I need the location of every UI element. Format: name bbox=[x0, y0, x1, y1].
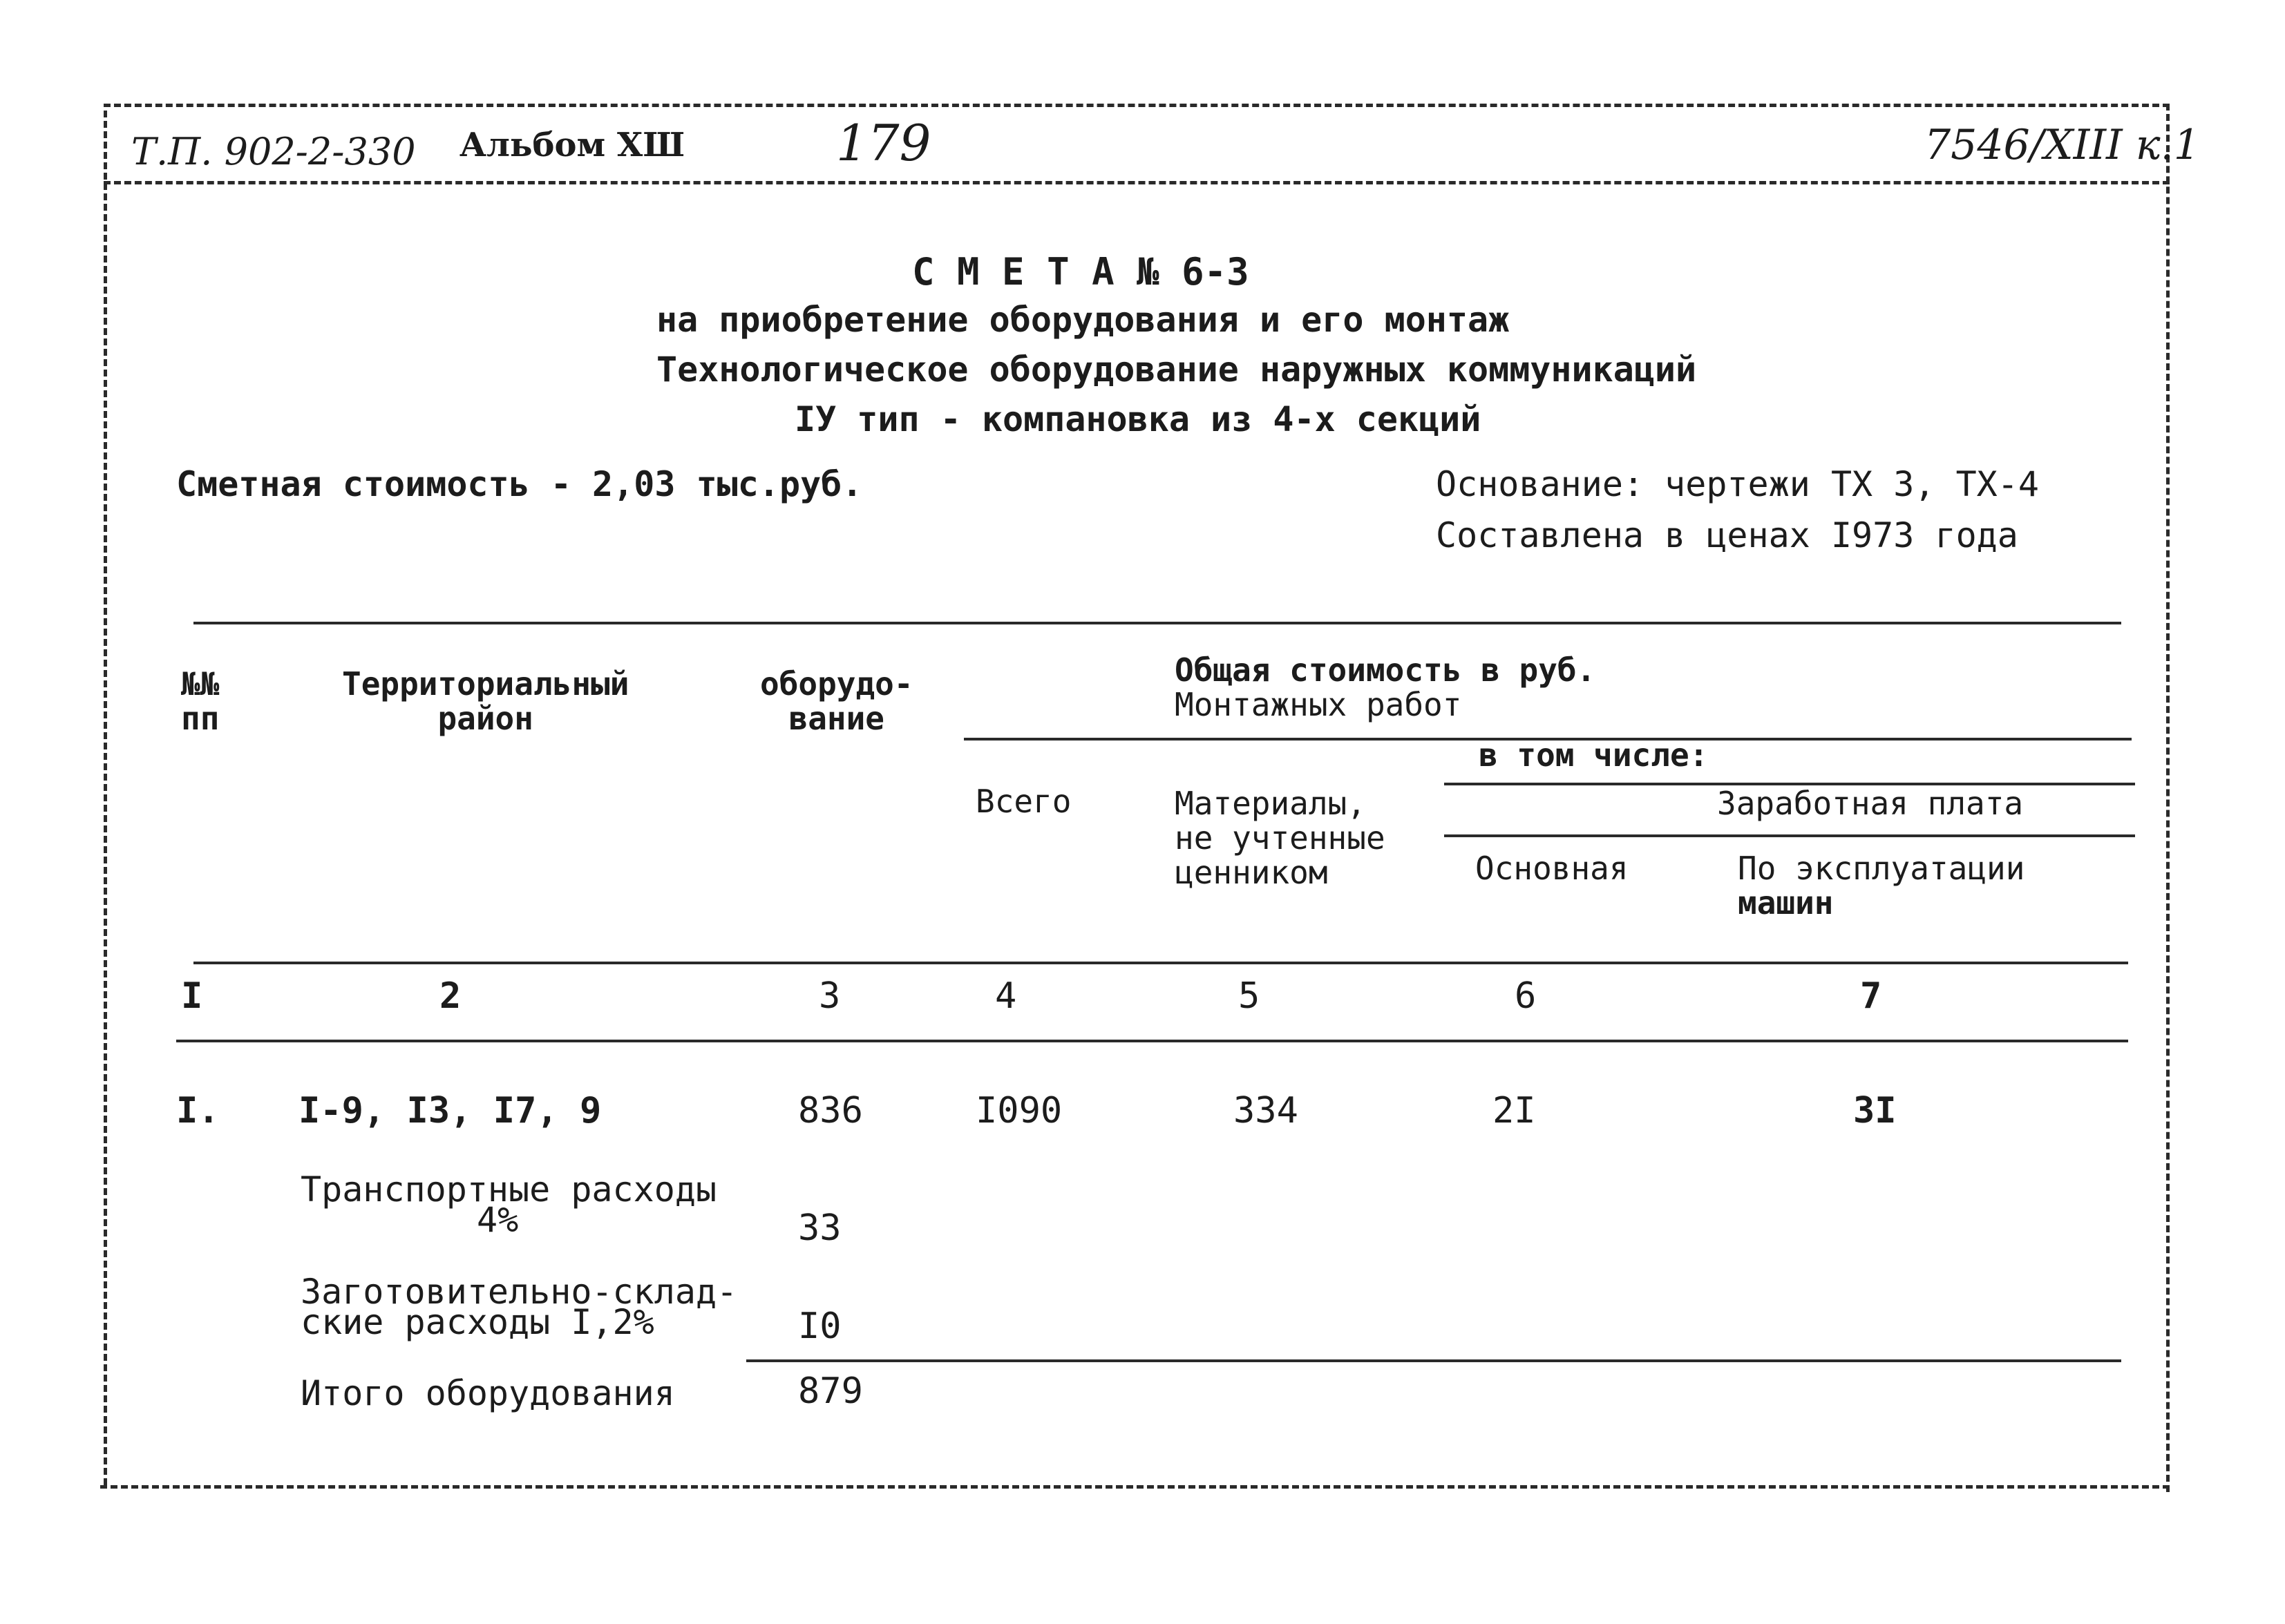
column-number-7: 7 bbox=[1860, 975, 1882, 1017]
transport-costs-label: Транспортные расходы 4% bbox=[301, 1169, 717, 1240]
row-equipment-cost: 836 bbox=[798, 1090, 863, 1131]
equipment-total-value: 879 bbox=[798, 1370, 863, 1412]
header-equipment: оборудо- вание bbox=[760, 665, 913, 737]
doc-code: Т.П. 902-2-330 bbox=[131, 130, 416, 173]
column-number-1: I bbox=[181, 975, 203, 1017]
estimate-title: С М Е Т А № 6-3 bbox=[912, 250, 1249, 294]
header-all: Всего bbox=[976, 783, 1072, 820]
row-region: I-9, I3, I7, 9 bbox=[298, 1090, 602, 1131]
estimate-subject: Технологическое оборудование наружных коммуникаций bbox=[656, 350, 1697, 390]
row-materials: 334 bbox=[1233, 1090, 1298, 1131]
column-number-6: 6 bbox=[1515, 975, 1537, 1017]
wages-rule bbox=[1444, 834, 2135, 837]
frame-bottom-border bbox=[100, 1485, 2170, 1489]
transport-costs-value: 33 bbox=[798, 1207, 842, 1249]
column-number-3: 3 bbox=[819, 975, 841, 1017]
header-basic: Основная bbox=[1475, 850, 1629, 887]
estimate-subtitle: на приобретение оборудования и его монтаж bbox=[656, 300, 1510, 340]
table-top-rule bbox=[193, 622, 2121, 624]
column-number-2: 2 bbox=[439, 975, 462, 1017]
header-total-cost: Общая стоимость в руб. Монтажных работ bbox=[1175, 651, 1596, 723]
header-strip-separator bbox=[104, 181, 2170, 184]
row-machine-wages: 3I bbox=[1853, 1090, 1897, 1131]
frame-left-border bbox=[104, 111, 107, 1485]
header-materials: Материалы, не учтенные ценником bbox=[1175, 785, 1385, 891]
price-level: Составлена в ценах I973 года bbox=[1436, 515, 2018, 555]
header-machines: По эксплуатации машин bbox=[1738, 850, 2025, 921]
row-number: I. bbox=[176, 1090, 220, 1131]
album-label: Альбом ХШ bbox=[459, 126, 685, 164]
header-region: Территориальный район bbox=[342, 665, 629, 737]
header-including: в том числе: bbox=[1479, 736, 1709, 774]
procurement-costs-label: Заготовительно-склад- ские расходы I,2% bbox=[301, 1272, 738, 1342]
row-basic-wages: 2I bbox=[1492, 1090, 1536, 1131]
archive-code: 7546/XIII к.1 bbox=[1924, 121, 2200, 169]
estimated-cost: Сметная стоимость - 2,03 тыс.руб. bbox=[176, 464, 863, 504]
column-number-4: 4 bbox=[995, 975, 1017, 1017]
header-no: №№ пп bbox=[181, 665, 220, 737]
equipment-total-label: Итого оборудования bbox=[301, 1373, 675, 1413]
basis-drawings: Основание: чертежи ТХ 3, ТХ-4 bbox=[1436, 464, 2039, 504]
frame-right-border bbox=[2166, 104, 2170, 1492]
frame-top-border bbox=[104, 104, 2170, 107]
estimate-variant: IУ тип - компановка из 4-х секций bbox=[795, 399, 1481, 439]
procurement-costs-value: I0 bbox=[798, 1306, 842, 1347]
total-rule bbox=[746, 1359, 2121, 1362]
header-bottom-rule bbox=[193, 962, 2128, 964]
column-number-5: 5 bbox=[1238, 975, 1260, 1017]
numbers-bottom-rule bbox=[176, 1040, 2128, 1042]
row-installation-total: I090 bbox=[976, 1090, 1063, 1131]
header-wages: Заработная плата bbox=[1717, 785, 2024, 822]
page-number: 179 bbox=[836, 114, 931, 172]
